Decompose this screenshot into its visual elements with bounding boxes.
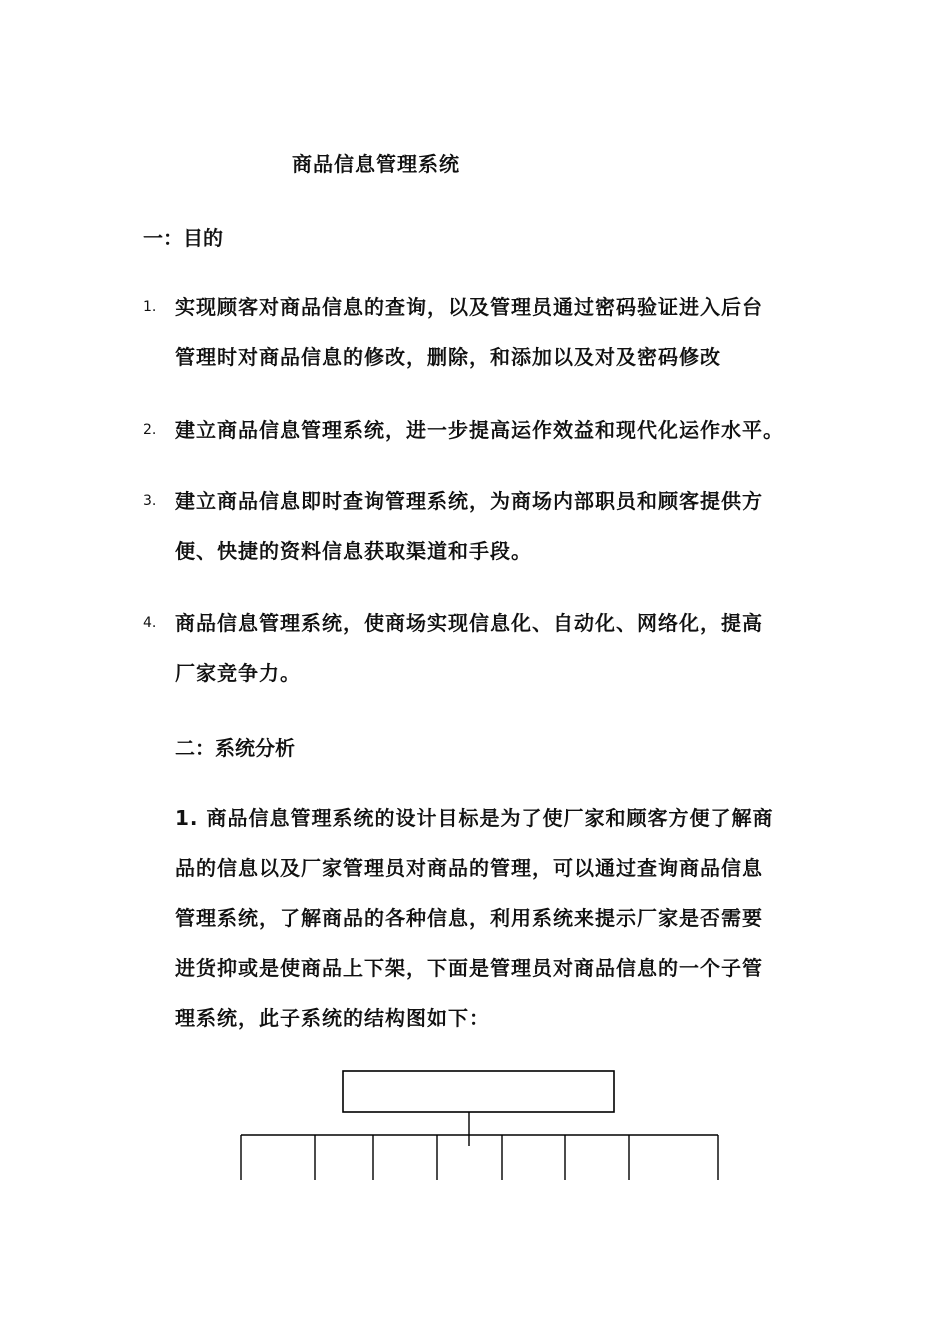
paragraph-line: 管理系统，了解商品的各种信息，利用系统来提示厂家是否需要 (175, 906, 763, 930)
paragraph-line: 品的信息以及厂家管理员对商品的管理，可以通过查询商品信息 (175, 856, 763, 880)
paragraph-line: 1. 商品信息管理系统的设计目标是为了使厂家和顾客方便了解商 (175, 806, 774, 830)
list-item-number: 3. (143, 493, 157, 509)
paragraph-line: 理系统，此子系统的结构图如下： (175, 1006, 490, 1030)
document-title: 商品信息管理系统 (292, 152, 460, 176)
list-item-line: 管理时对商品信息的修改，删除，和添加以及对及密码修改 (175, 345, 721, 369)
list-item-number: 4. (143, 615, 157, 631)
list-item-line: 建立商品信息管理系统，进一步提高运作效益和现代化运作水平。 (175, 418, 784, 442)
paragraph-line: 进货抑或是使商品上下架，下面是管理员对商品信息的一个子管 (175, 956, 763, 980)
list-item-line: 厂家竞争力。 (175, 661, 301, 685)
list-item-number: 2. (143, 422, 157, 438)
diagram-root-box (343, 1071, 614, 1112)
list-item-line: 建立商品信息即时查询管理系统，为商场内部职员和顾客提供方 (175, 489, 763, 513)
list-item-line: 实现顾客对商品信息的查询，以及管理员通过密码验证进入后台 (175, 295, 763, 319)
list-item-line: 商品信息管理系统，使商场实现信息化、自动化、网络化，提高 (175, 611, 763, 635)
section-heading-analysis: 二：系统分析 (175, 736, 295, 760)
list-item-line: 便、快捷的资料信息获取渠道和手段。 (175, 539, 532, 563)
section-heading-purpose: 一：目的 (143, 226, 223, 250)
list-item-number: 1. (143, 299, 157, 315)
